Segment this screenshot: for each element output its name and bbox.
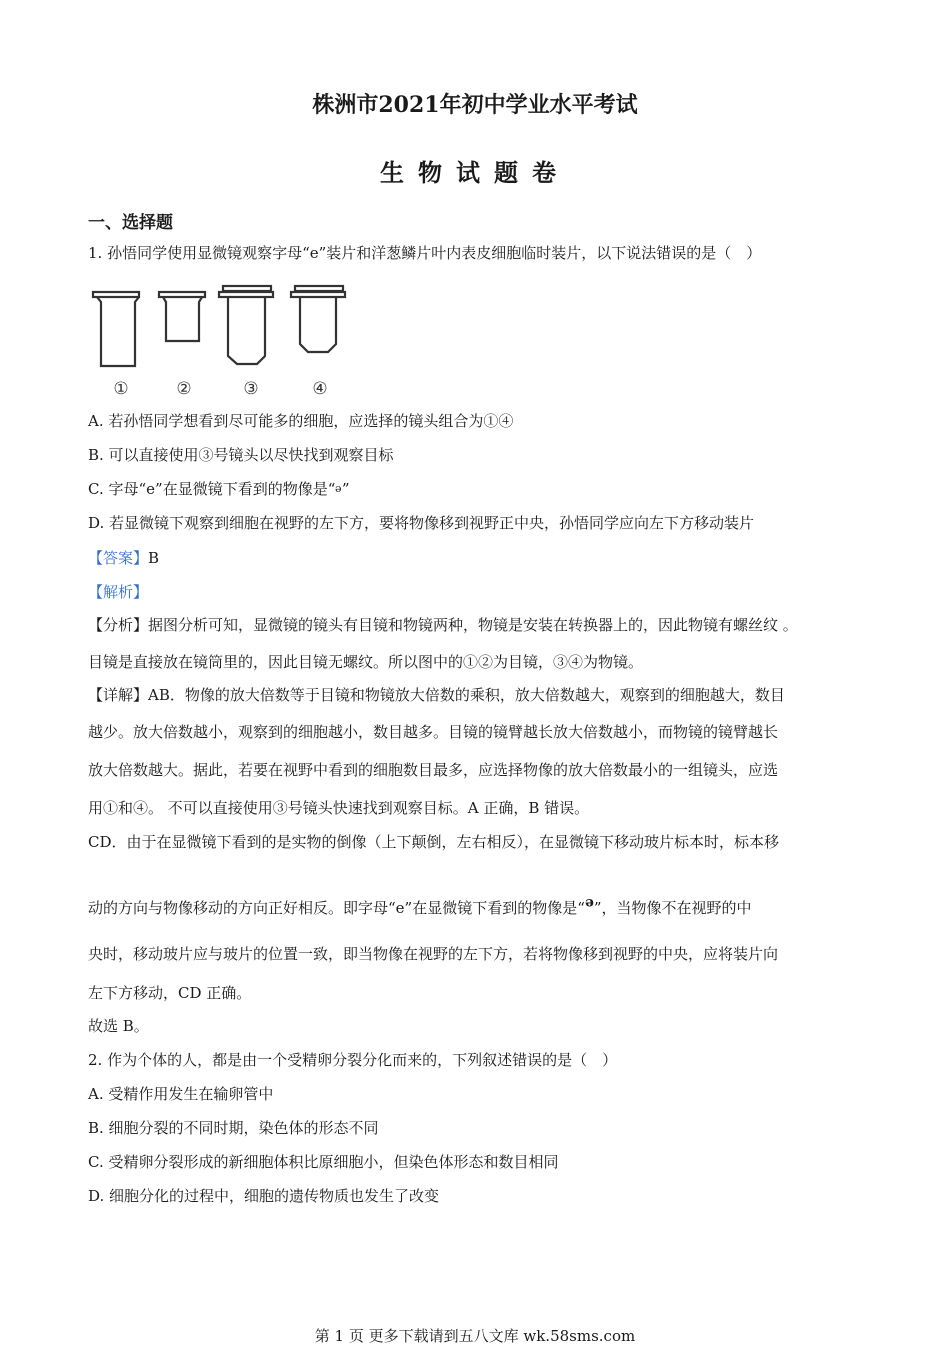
question-1-stem: 1. 孙悟同学使用显微镜观察字母“e”装片和洋葱鳞片叶内表皮细胞临时装片，以下说法错误的是（ ） — [88, 244, 762, 262]
q1-option-c-pre: C. 字母“e”在显微镜下看到的物像是“ — [88, 480, 336, 498]
figure-label-1: ① — [113, 379, 129, 398]
q2-option-c: C. 受精卵分裂形成的新细胞体积比原细胞小，但染色体形态和数目相同 — [88, 1153, 559, 1171]
microscope-lens-figure — [88, 282, 358, 398]
xiangjie-line-1 — [88, 685, 785, 705]
cd-line-3: 央时，移动玻片应与玻片的位置一致，即当物像在视野的左下方，若将物像移到视野的中央，应将装片向 — [88, 945, 779, 963]
answer-tag: 【答案】 — [88, 549, 149, 567]
xiangjie-line-4: 用①和④。 不可以直接使用③号镜头快速找到观察目标。A 正确，B 错误。 — [88, 799, 590, 817]
q2-option-b: B. 细胞分裂的不同时期，染色体的形态不同 — [88, 1119, 379, 1137]
page-subtitle: 生物试题卷 — [380, 158, 570, 187]
q2-option-a: A. 受精作用发生在输卵管中 — [88, 1085, 274, 1103]
cd-line-2-pre: 动的方向与物像移动的方向正好相反。即字母“e”在显微镜下看到的物像是“ — [88, 899, 585, 917]
analysis-tag: 【解析】 — [88, 583, 149, 601]
q1-option-d: D. 若显微镜下观察到细胞在视野的左下方，要将物像移到视野正中央，孙悟同学应向左下方移动装片 — [88, 514, 755, 532]
cd-line-2 — [88, 893, 751, 918]
cd-line-2-post: ”，当物像不在视野的中 — [593, 899, 752, 917]
fenxi-tag: 【分析】 — [88, 616, 149, 634]
fenxi-line-2: 目镜是直接放在镜筒里的，因此目镜无螺纹。所以图中的①②为目镜，③④为物镜。 — [88, 653, 644, 671]
eyepiece-1-shape — [93, 292, 139, 366]
q1-option-c-post: ” — [341, 480, 350, 498]
objective-3-shape — [219, 286, 273, 364]
figure-label-3: ③ — [243, 379, 259, 398]
inverted-e-image-icon: e — [584, 895, 594, 911]
inverted-e-glyph: e — [335, 483, 342, 496]
q1-conclusion: 故选 B。 — [88, 1017, 149, 1035]
figure-label-4: ④ — [312, 379, 328, 398]
xiangjie-text-1: AB．物像的放大倍数等于目镜和物镜放大倍数的乘积，放大倍数越大，观察到的细胞越大，数目 — [148, 686, 785, 704]
answer-line — [88, 548, 159, 568]
xiangjie-line-3: 放大倍数越大。据此，若要在视野中看到的细胞数目最多，应选择物像的放大倍数最小的一组镜头，应选 — [88, 761, 779, 779]
section-heading: 一、选择题 — [88, 213, 173, 233]
xiangjie-tag: 【详解】 — [88, 686, 149, 704]
q2-option-d: D. 细胞分化的过程中，细胞的遗传物质也发生了改变 — [88, 1187, 440, 1205]
cd-line-1: CD．由于在显微镜下看到的是实物的倒像（上下颠倒，左右相反），在显微镜下移动玻片标本时，标本移 — [88, 833, 780, 851]
q1-option-a: A. 若孙悟同学想看到尽可能多的细胞，应选择的镜头组合为①④ — [88, 412, 514, 430]
question-2-stem: 2. 作为个体的人，都是由一个受精卵分裂分化而来的，下列叙述错误的是（ ） — [88, 1051, 618, 1069]
q1-option-b: B. 可以直接使用③号镜头以尽快找到观察目标 — [88, 446, 394, 464]
fenxi-line-1 — [88, 615, 798, 635]
xiangjie-line-2: 越少。放大倍数越小，观察到的细胞越小，数目越多。目镜的镜臂越长放大倍数越小，而物镜的镜臂越长 — [88, 723, 779, 741]
objective-4-shape — [291, 286, 345, 352]
cd-line-4: 左下方移动，CD 正确。 — [88, 984, 252, 1002]
figure-label-2: ② — [176, 379, 192, 398]
answer-value: B — [148, 549, 160, 567]
page-footer: 第 1 页 更多下载请到五八文库 wk.58sms.com — [314, 1327, 636, 1345]
fenxi-text-1: 据图分析可知，显微镜的镜头有目镜和物镜两种，物镜是安装在转换器上的，因此物镜有螺丝纹 。 — [148, 616, 798, 634]
q1-option-c — [88, 479, 350, 499]
eyepiece-2-shape — [159, 292, 205, 341]
page-title: 株洲市2021年初中学业水平考试 — [312, 92, 638, 118]
